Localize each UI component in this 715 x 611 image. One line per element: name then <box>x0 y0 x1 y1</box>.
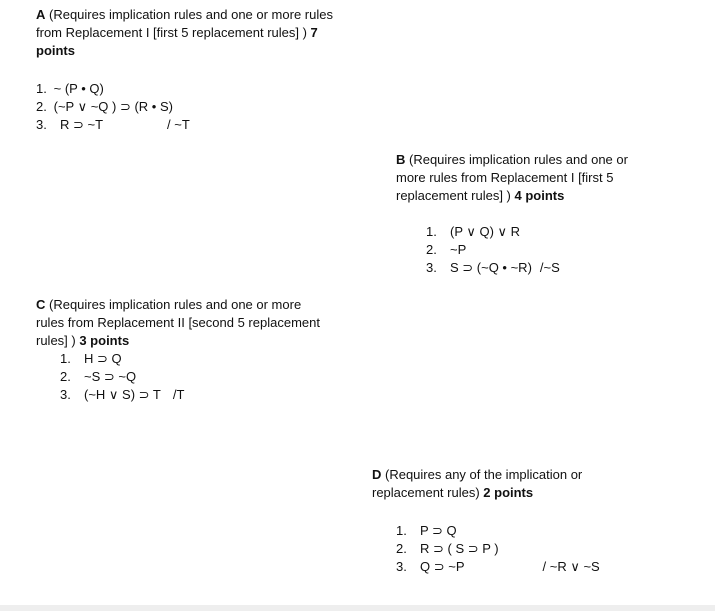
premise-b-3 <box>426 259 646 277</box>
premise-c-2 <box>60 368 326 386</box>
conclusion: /~S <box>539 260 560 275</box>
problem-a-premises <box>36 80 336 134</box>
premise-formula: (~P ∨ ~Q ) ⊃ (R • S) <box>50 99 173 114</box>
problem-c-premises <box>60 350 326 404</box>
premise-number: 1. <box>60 351 71 366</box>
problem-d-description: (Requires any of the implication or replacement rules) <box>372 467 583 500</box>
premise-number: 3. <box>396 559 407 574</box>
premise-formula: H ⊃ Q <box>84 351 122 366</box>
problem-c <box>36 296 326 404</box>
premise-formula: P ⊃ Q <box>420 523 457 538</box>
problem-b-heading <box>396 151 646 205</box>
premise-formula: R ⊃ ~T <box>60 117 104 132</box>
problem-a-points: 7 points <box>36 25 318 58</box>
problem-c-points: 3 points <box>79 333 130 348</box>
page-bottom-band <box>0 605 715 611</box>
premise-d-3 <box>396 558 652 576</box>
problem-d-letter: D <box>372 467 382 482</box>
premise-formula: (~H ∨ S) ⊃ T <box>84 387 161 402</box>
problem-d-points: 2 points <box>483 485 534 500</box>
premise-formula: Q ⊃ ~P <box>420 559 465 574</box>
problem-c-letter: C <box>36 297 46 312</box>
premise-number: 1. <box>426 224 437 239</box>
premise-d-1 <box>396 522 652 540</box>
problem-b <box>396 151 646 277</box>
premise-number: 2. <box>36 99 47 114</box>
premise-b-1 <box>426 223 646 241</box>
premise-formula: S ⊃ (~Q • ~R) <box>450 260 532 275</box>
premise-number: 1. <box>36 81 47 96</box>
problem-a <box>36 6 336 134</box>
problem-a-letter: A <box>36 7 46 22</box>
premise-c-1 <box>60 350 326 368</box>
problem-b-letter: B <box>396 152 406 167</box>
problem-d <box>372 466 652 576</box>
premise-formula: ~S ⊃ ~Q <box>84 369 137 384</box>
premise-number: 3. <box>60 387 71 402</box>
premise-number: 3. <box>36 117 47 132</box>
premise-formula: R ⊃ ( S ⊃ P ) <box>420 541 499 556</box>
conclusion: /T <box>172 387 185 402</box>
premise-c-3 <box>60 386 326 404</box>
conclusion: / ~R ∨ ~S <box>542 559 600 574</box>
premise-a-2 <box>36 98 336 116</box>
premise-a-3 <box>36 116 336 134</box>
problem-b-premises <box>426 223 646 277</box>
problem-d-heading <box>372 466 652 502</box>
premise-number: 2. <box>426 242 437 257</box>
conclusion: / ~T <box>167 117 190 132</box>
premise-number: 1. <box>396 523 407 538</box>
problem-a-description: (Requires implication rules and one or more rules from Replacement I [first 5 replacement rules] ) <box>36 7 333 40</box>
problem-d-premises <box>396 522 652 576</box>
problem-c-description: (Requires implication rules and one or more rules from Replacement II [second 5 replacement rules] ) <box>36 297 320 348</box>
premise-d-2 <box>396 540 652 558</box>
premise-number: 2. <box>396 541 407 556</box>
problem-c-heading <box>36 296 326 350</box>
premise-formula: (P ∨ Q) ∨ R <box>450 224 521 239</box>
premise-a-1 <box>36 80 336 98</box>
problem-a-heading <box>36 6 336 60</box>
premise-formula: ~P <box>450 242 467 257</box>
premise-number: 3. <box>426 260 437 275</box>
problem-b-description: (Requires implication rules and one or more rules from Replacement I [first 5 replacement rules] ) <box>396 152 628 203</box>
premise-number: 2. <box>60 369 71 384</box>
premise-b-2 <box>426 241 646 259</box>
premise-formula: ~ (P • Q) <box>50 81 104 96</box>
problem-b-points: 4 points <box>514 188 565 203</box>
